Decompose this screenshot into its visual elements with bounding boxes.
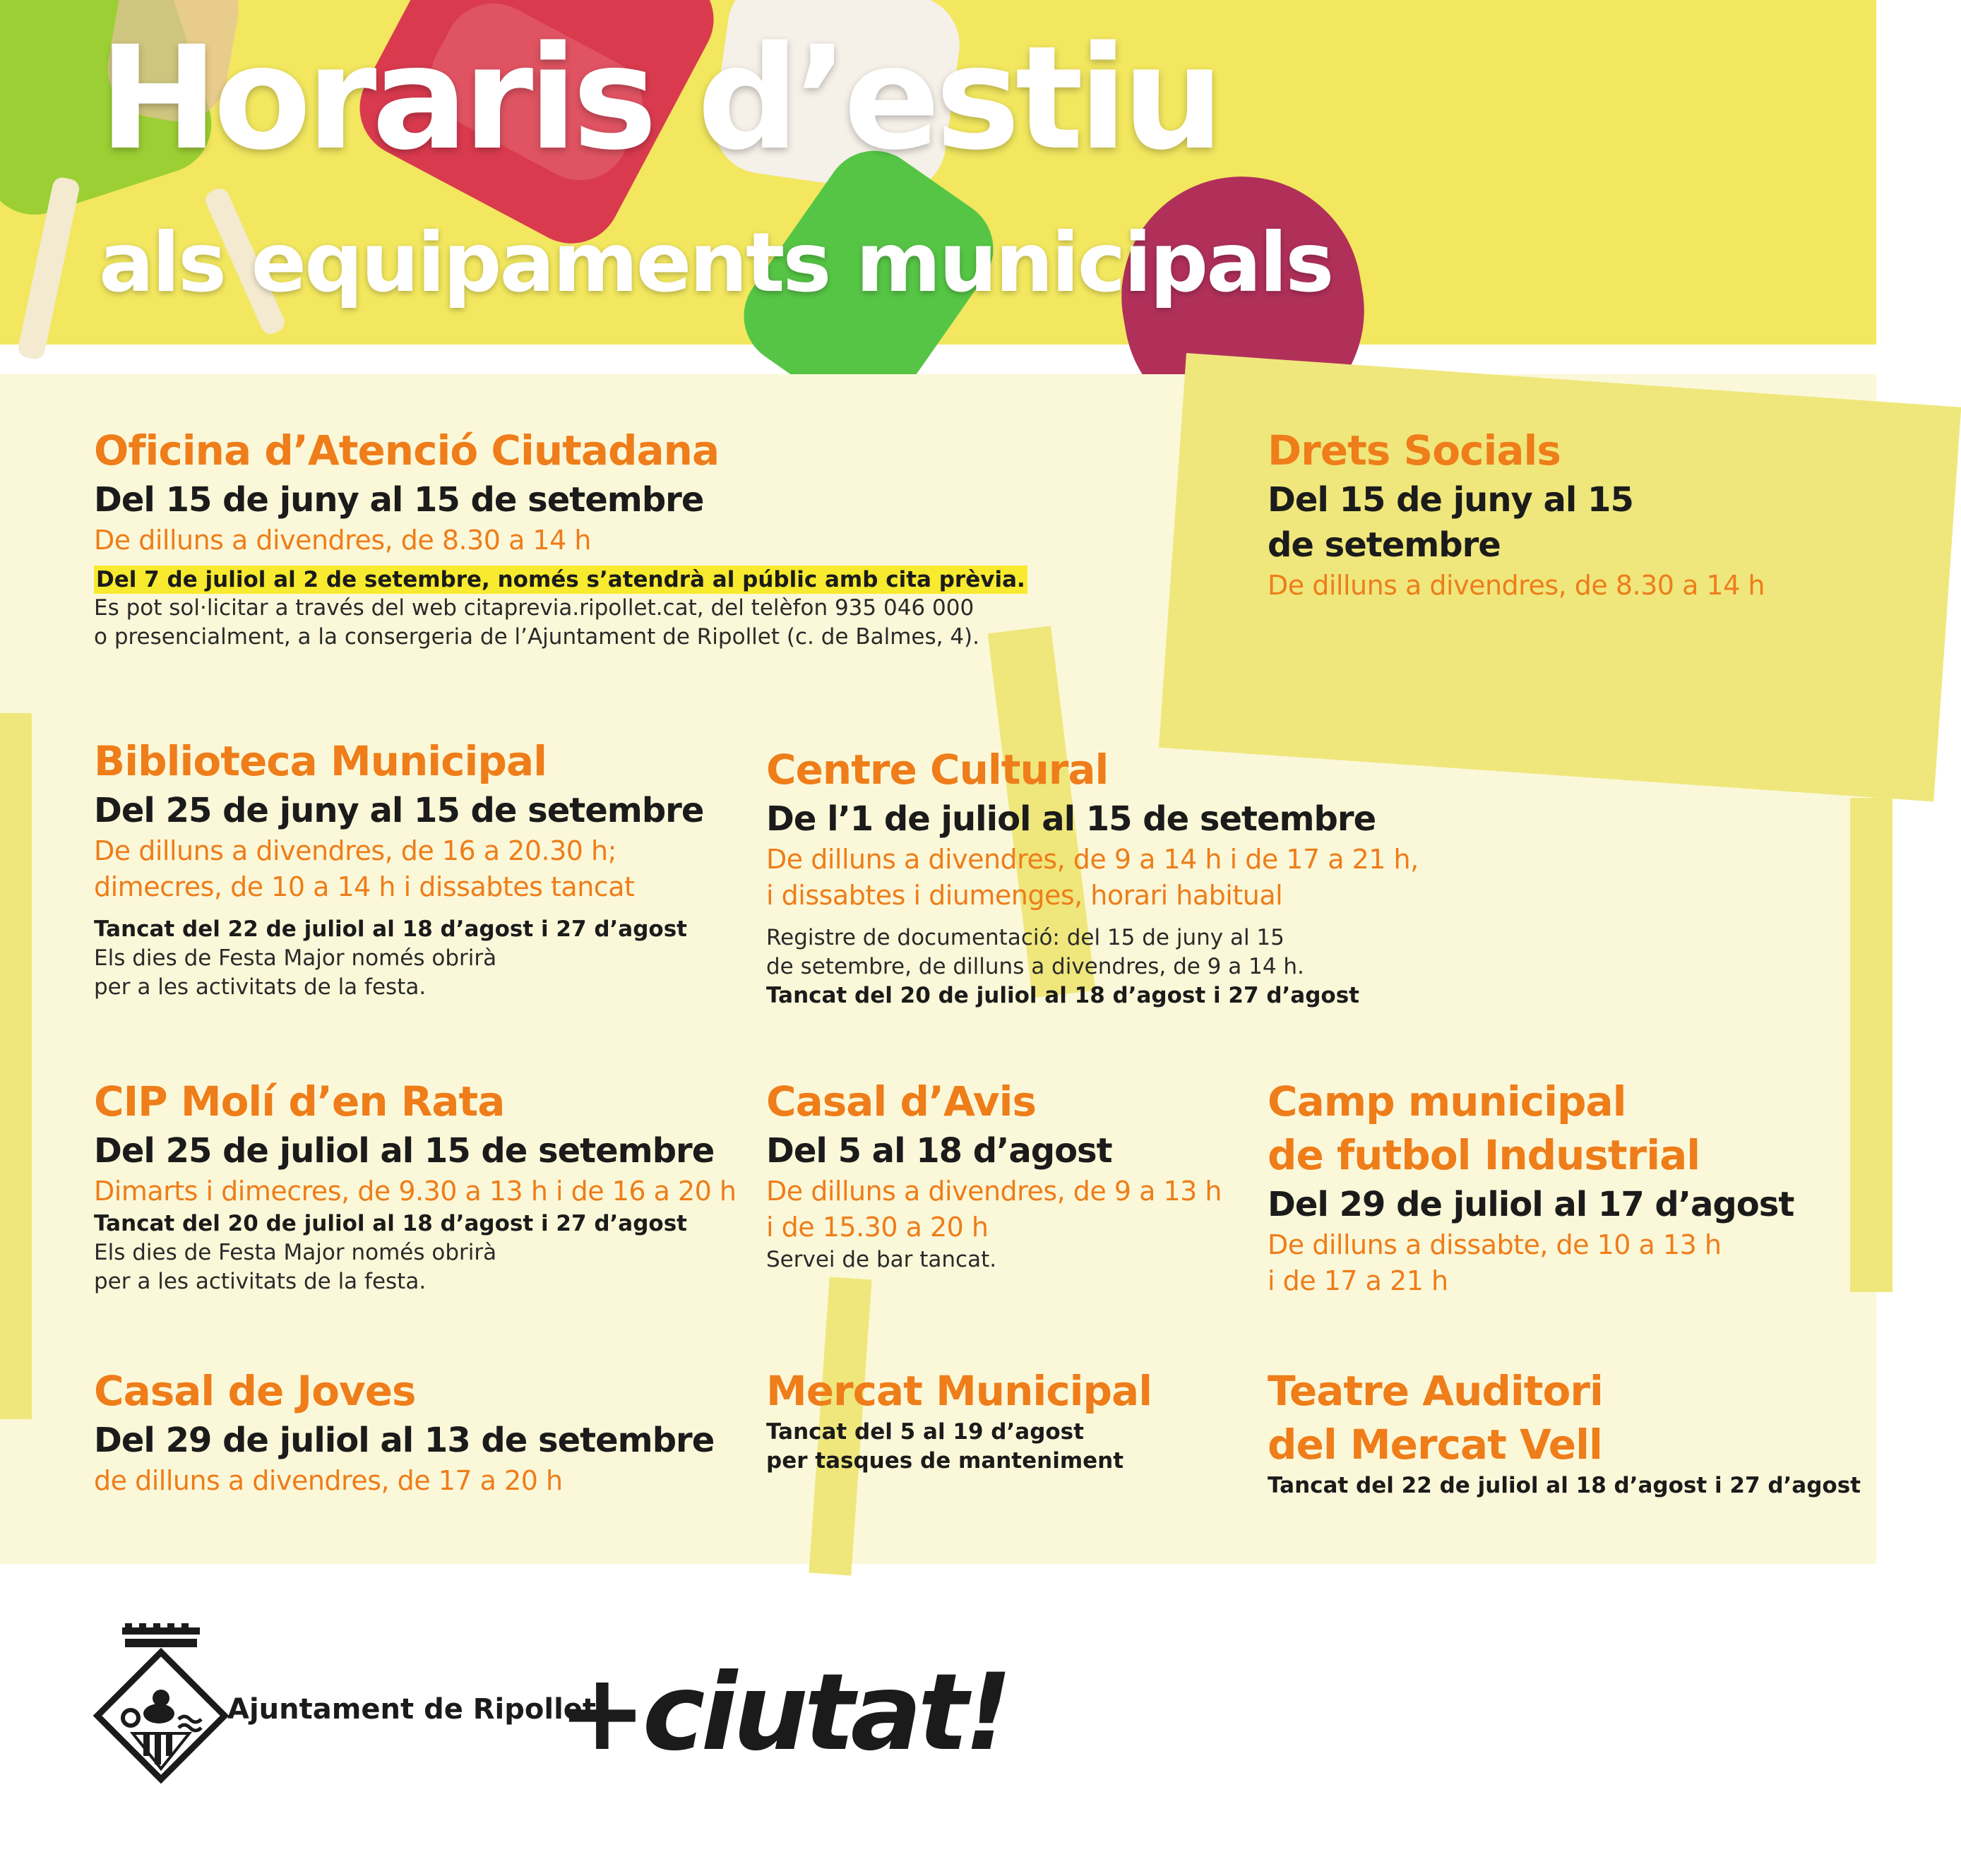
section-hours: dimecres, de 10 a 14 h i dissabtes tancat <box>94 871 635 902</box>
section-note: de setembre, de dilluns a divendres, de 9 a 14 h. <box>766 954 1304 979</box>
section-hours: De dilluns a divendres, de 9 a 13 h <box>766 1176 1222 1207</box>
section-title: de futbol Industrial <box>1268 1131 1700 1179</box>
page-subtitle: als equipaments municipals <box>99 215 1333 311</box>
section-closed: Tancat del 22 de juliol al 18 d’agost i 27 d’agost <box>1268 1473 1861 1498</box>
section-centre-cultural <box>766 743 1419 1010</box>
section-title: Casal d’Avis <box>766 1077 1037 1125</box>
section-dates: Del 29 de juliol al 13 de setembre <box>94 1421 715 1460</box>
section-dates: Del 15 de juny al 15 <box>1268 480 1633 520</box>
section-note: per a les activitats de la festa. <box>94 974 427 1000</box>
section-note: Registre de documentació: del 15 de juny al 15 <box>766 925 1285 950</box>
section-hours: De dilluns a dissabte, de 10 a 13 h <box>1268 1229 1722 1260</box>
section-closed: Tancat del 20 de juliol al 18 d’agost i 27 d’agost <box>766 983 1359 1008</box>
section-title: CIP Molí d’en Rata <box>94 1077 505 1125</box>
section-hours: De dilluns a divendres, de 8.30 a 14 h <box>94 525 591 556</box>
section-dates: Del 5 al 18 d’agost <box>766 1131 1112 1171</box>
section-dates: Del 29 de juliol al 17 d’agost <box>1268 1185 1794 1224</box>
section-title: Mercat Municipal <box>766 1367 1152 1415</box>
section-note: Els dies de Festa Major només obrirà <box>94 945 497 971</box>
section-drets-socials <box>1268 424 1765 604</box>
section-hours: de dilluns a divendres, de 17 a 20 h <box>94 1465 563 1496</box>
section-closed: Tancat del 5 al 19 d’agost <box>766 1419 1084 1445</box>
organization-name: Ajuntament de Ripollet <box>227 1693 597 1726</box>
section-dates: De l’1 de juliol al 15 de setembre <box>766 799 1376 839</box>
section-closed: per tasques de manteniment <box>766 1448 1124 1474</box>
section-hours: De dilluns a divendres, de 16 a 20.30 h; <box>94 835 616 866</box>
page-title: Horaris d’estiu <box>99 15 1220 181</box>
highlight-notice: Del 7 de juliol al 2 de setembre, només s’atendrà al públic amb cita prèvia. <box>94 566 1027 594</box>
section-title: Teatre Auditori <box>1268 1367 1603 1415</box>
slogan-text: +ciutat! <box>558 1651 1008 1774</box>
section-biblioteca <box>94 734 703 1002</box>
section-note: Els dies de Festa Major només obrirà <box>94 1240 497 1265</box>
section-dates: Del 15 de juny al 15 de setembre <box>94 480 704 520</box>
section-note: Servei de bar tancat. <box>766 1247 997 1272</box>
tint-shape <box>1850 798 1893 1292</box>
section-hours: i de 15.30 a 20 h <box>766 1212 989 1243</box>
section-note: o presencialment, a la consergeria de l’Ajuntament de Ripollet (c. de Balmes, 4). <box>94 624 980 650</box>
section-title: Drets Socials <box>1268 426 1561 474</box>
tint-shape <box>0 713 32 1419</box>
section-cip <box>94 1075 737 1296</box>
section-hours: Dimarts i dimecres, de 9.30 a 13 h i de 16 a 20 h <box>94 1176 737 1207</box>
section-mercat <box>766 1364 1152 1476</box>
section-title: del Mercat Vell <box>1268 1421 1602 1469</box>
section-oac <box>94 424 1027 652</box>
section-hours: De dilluns a divendres, de 8.30 a 14 h <box>1268 570 1765 601</box>
section-title: Camp municipal <box>1268 1077 1626 1125</box>
section-hours: De dilluns a divendres, de 9 a 14 h i de 17 a 21 h, <box>766 844 1419 875</box>
section-note: per a les activitats de la festa. <box>94 1269 427 1294</box>
schedule-panel <box>0 374 1876 1564</box>
section-hours: i de 17 a 21 h <box>1268 1265 1448 1296</box>
section-title: Casal de Joves <box>94 1367 416 1415</box>
header-banner <box>0 0 1876 345</box>
section-note: Es pot sol·licitar a través del web citaprevia.ripollet.cat, del telèfon 935 046 000 <box>94 595 974 621</box>
section-hours: i dissabtes i diumenges, horari habitual <box>766 880 1283 911</box>
section-title: Centre Cultural <box>766 746 1109 794</box>
section-casal-joves <box>94 1364 714 1499</box>
section-closed: Tancat del 20 de juliol al 18 d’agost i 27 d’agost <box>94 1211 687 1236</box>
section-teatre <box>1268 1364 1861 1500</box>
section-closed: Tancat del 22 de juliol al 18 d’agost i 27 d’agost <box>94 916 687 942</box>
section-dates: Del 25 de juny al 15 de setembre <box>94 791 704 830</box>
section-dates: Del 25 de juliol al 15 de setembre <box>94 1131 715 1171</box>
coat-of-arms-icon <box>94 1627 228 1797</box>
section-title: Biblioteca Municipal <box>94 737 547 785</box>
section-title: Oficina d’Atenció Ciutadana <box>94 426 720 474</box>
section-casal-avis <box>766 1075 1222 1274</box>
section-camp-futbol <box>1268 1075 1794 1299</box>
section-dates: de setembre <box>1268 525 1501 565</box>
slogan-logo <box>558 1625 1008 1781</box>
